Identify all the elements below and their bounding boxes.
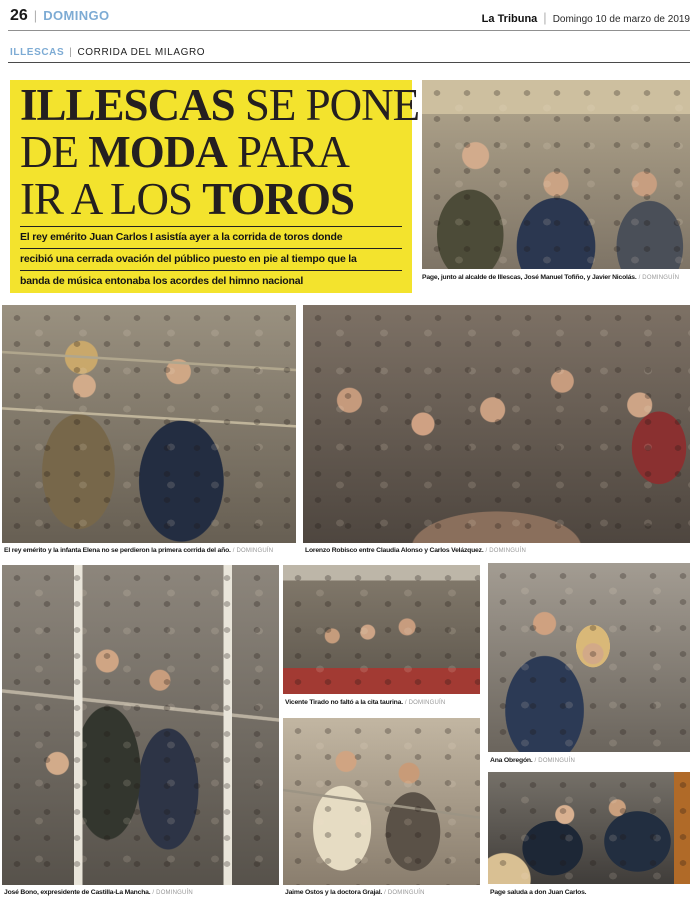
photo-credit: / DOMINGUÍN	[152, 890, 193, 896]
headline-strong: ILLESCAS	[20, 80, 235, 130]
photo-vicente-tirado	[283, 565, 480, 694]
photo-jaime-ostos-grajal	[283, 718, 480, 885]
caption-text: Vicente Tirado no faltó a la cita taurina.	[285, 699, 403, 706]
caption-text: Jaime Ostos y la doctora Grajal.	[285, 889, 383, 896]
photo-credit: / DOMINGUÍN	[485, 548, 527, 554]
photo-caption	[4, 546, 296, 556]
headline-line-2	[20, 129, 402, 176]
headline-strong: TOROS	[202, 174, 355, 224]
header-separator: |	[33, 8, 38, 23]
photo-rey-emerito-infanta	[2, 305, 296, 543]
photo-caption	[285, 698, 480, 708]
photo-jose-bono	[2, 565, 279, 885]
section-day-label: DOMINGO	[43, 8, 110, 23]
photo-credit: / DOMINGUÍN	[232, 548, 274, 554]
photo-caption	[490, 756, 690, 766]
headline-light: PARA	[226, 127, 349, 177]
caption-text: Page saluda a don Juan Carlos.	[490, 889, 587, 896]
headline-light: IR A LOS	[20, 174, 203, 224]
kicker-divider	[8, 62, 690, 63]
masthead: La Tribuna	[481, 13, 538, 25]
page-header-right	[482, 10, 690, 25]
photo-page-juan-carlos	[488, 772, 690, 884]
deck-line: banda de música entonaba los acordes del himno nacional	[20, 275, 304, 287]
kicker-story-title: CORRIDA DEL MILAGRO	[77, 47, 206, 58]
photo-credit: / DOMINGUÍN	[534, 758, 576, 764]
edition-date: Domingo 10 de marzo de 2019	[552, 14, 690, 25]
headline-strong: MODA	[88, 127, 227, 177]
header-separator-2: |	[543, 10, 547, 25]
headline-box	[10, 80, 420, 293]
photo-caption	[490, 888, 690, 898]
headline-light: DE	[20, 127, 89, 177]
photo-page-tofino-nicolas	[422, 80, 690, 269]
caption-text: Page, junto al alcalde de Illescas, José Manuel Tofiño, y Javier Nicolás.	[422, 274, 637, 281]
header-divider	[8, 30, 690, 31]
kicker	[10, 47, 205, 58]
page-header-left	[10, 7, 110, 25]
photo-caption	[422, 273, 690, 283]
caption-text: El rey emérito y la infanta Elena no se perdieron la primera corrida del año.	[4, 547, 231, 554]
photo-credit: / DOMINGUÍN	[384, 890, 425, 896]
photo-robisco-alonso-velazquez	[303, 305, 690, 543]
headline-line-3	[20, 176, 402, 223]
caption-text: Lorenzo Robisco entre Claudia Alonso y Carlos Velázquez.	[305, 547, 484, 554]
photo-caption	[305, 546, 690, 556]
caption-text: José Bono, expresidente de Castilla-La Mancha.	[4, 889, 151, 896]
headline	[10, 80, 420, 224]
headline-light: SE PONE	[234, 80, 420, 130]
deck-line: recibió una cerrada ovación del público puesto en pie al tiempo que la	[20, 249, 402, 271]
photo-credit: / DOMINGUÍN	[404, 700, 446, 706]
headline-line-1	[20, 80, 420, 130]
photo-ana-obregon	[488, 563, 690, 752]
photo-caption	[4, 888, 279, 898]
deck	[20, 226, 402, 292]
kicker-separator: |	[69, 47, 73, 58]
deck-line: El rey emérito Juan Carlos I asistía ayer a la corrida de toros donde	[20, 227, 402, 249]
caption-text: Ana Obregón.	[490, 757, 533, 764]
photo-credit: / DOMINGUÍN	[638, 275, 680, 281]
page-number: 26	[10, 7, 28, 24]
kicker-location: ILLESCAS	[10, 47, 65, 58]
photo-caption	[285, 888, 480, 898]
